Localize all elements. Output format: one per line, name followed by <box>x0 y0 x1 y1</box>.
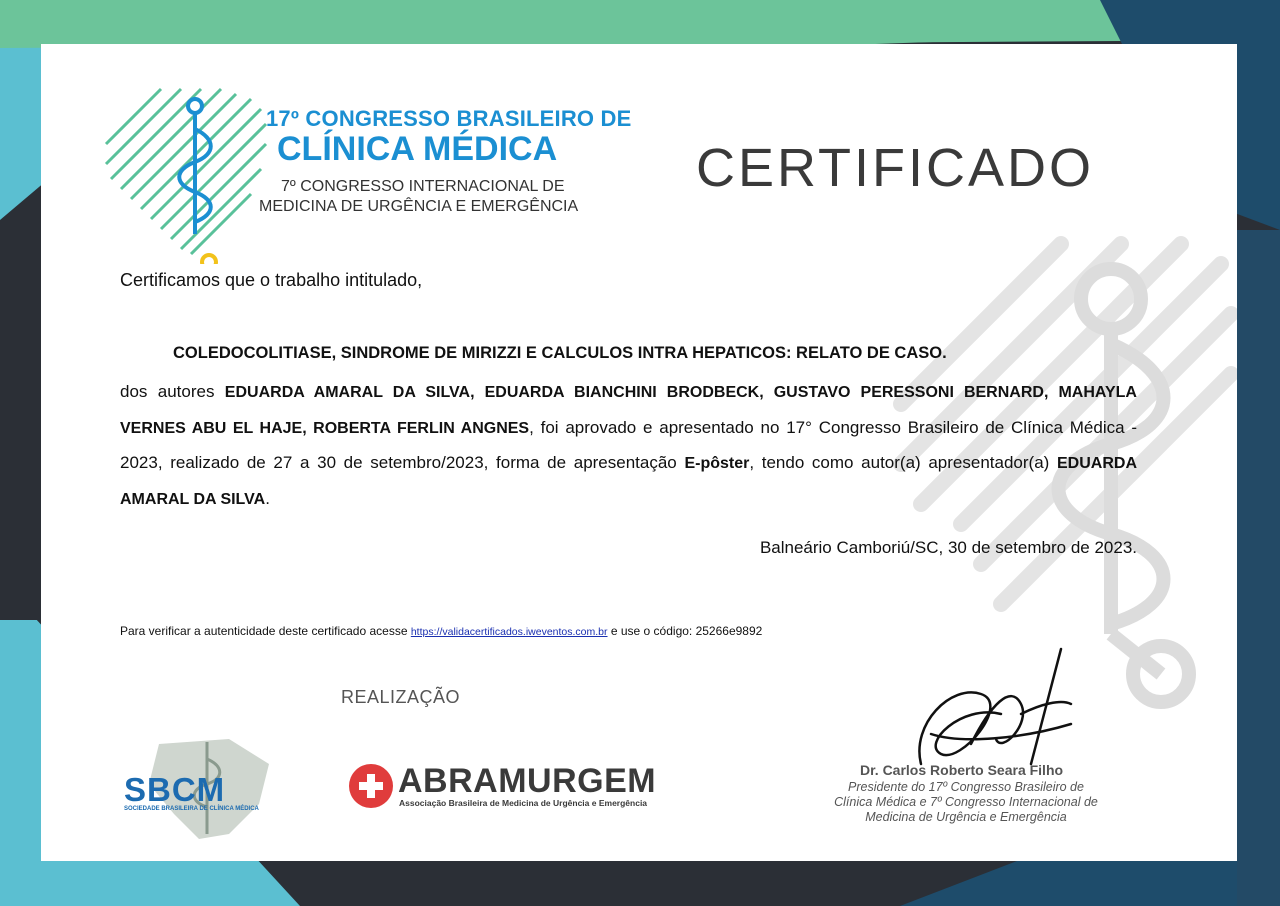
abramurgem-name: ABRAMURGEM <box>398 762 657 800</box>
place-date: Balneário Camboriú/SC, 30 de setembro de 2023. <box>759 538 1137 557</box>
presenter-name: EDUARDA AMARAL DA SILVA <box>120 455 1137 508</box>
presentation-form: E-pôster <box>684 455 750 472</box>
signer-role: Presidente do 17º Congresso Brasileiro de Clínica Médica e 7º Congresso Internacional de Medicina de Urgência e Emergência <box>834 780 1098 824</box>
abramurgem-icon <box>347 762 395 810</box>
presenter-prefix: , tendo como autor(a) apresentador(a) <box>749 453 1050 472</box>
realizacao-label: REALIZAÇÃO <box>341 687 461 707</box>
authors-list: EDUARDA AMARAL DA SILVA, EDUARDA BIANCHINI BRODBECK, GUSTAVO PERESSONI BERNARD, MAHAYLA VERNES ABU EL HAJE, ROBERTA FERLIN ANGNES <box>120 384 1137 437</box>
approval-text: , foi aprovado e apresentado no 17° Congresso Brasileiro de Clínica Médica - 2023, realizado de 27 a 30 de setembro/2023, forma de apresentação <box>120 417 1137 472</box>
certificate-card <box>41 44 1237 861</box>
verification-suffix: e use o código: 25266e9892 <box>610 624 763 638</box>
body-end: . <box>265 488 270 508</box>
congress-title-line1: 17º CONGRESSO BRASILEIRO DE <box>266 106 632 131</box>
intro-text: Certificamos que o trabalho intitulado, <box>120 270 423 290</box>
verification-prefix: Para verificar a autenticidade deste certificado acesse <box>120 624 408 638</box>
certificate-body <box>120 375 1137 517</box>
signer-name: Dr. Carlos Roberto Seara Filho <box>860 762 1064 778</box>
sbcm-subtitle: SOCIEDADE BRASILEIRA DE CLÍNICA MÉDICA <box>124 806 259 812</box>
work-title: COLEDOCOLITIASE, SINDROME DE MIRIZZI E CALCULOS INTRA HEPATICOS: RELATO DE CASO. <box>173 344 947 362</box>
verification-line <box>120 624 762 638</box>
certificate-title: CERTIFICADO <box>696 138 1095 198</box>
verification-link[interactable]: https://validacertificados.iweventos.com.br <box>410 626 608 638</box>
abramurgem-subtitle: Associação Brasileira de Medicina de Urgência e Emergência <box>399 798 648 808</box>
sbcm-name: SBCM <box>124 771 226 808</box>
congress-title-line4: MEDICINA DE URGÊNCIA E EMERGÊNCIA <box>259 198 579 215</box>
congress-title-line2: CLÍNICA MÉDICA <box>277 130 558 168</box>
congress-title-line3: 7º CONGRESSO INTERNACIONAL DE <box>281 178 565 195</box>
authors-prefix: dos autores <box>120 382 215 401</box>
